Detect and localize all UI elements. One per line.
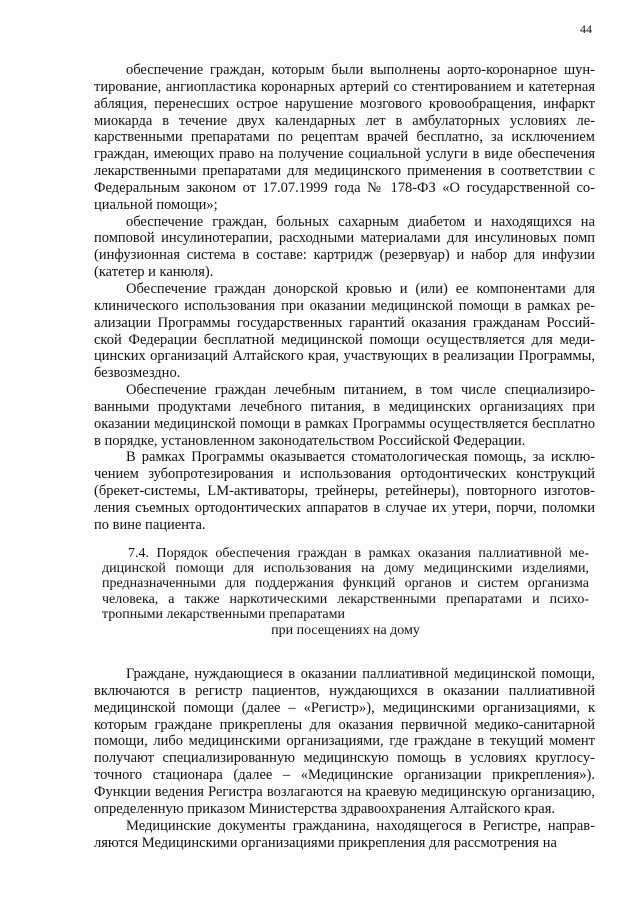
paragraph-cardiac-drugs: обеспечение граждан, которым были выполнены аорто-коронарное шунтирование, ангиопластика коронарных артерий со стентированием и катетерная абляция, перенесших острое нарушение мозгового кровообращения, инфаркт миокарда в течение двух календарных лет в амбулаторных условиях лекарственными препаратами по рецептам врачей бесплатно, за исключением граждан, имеющих право на получение социальной услуги в виде обеспечения лекарственными препаратами для медицинского применения в соответствии с Федеральным законом от 17.07.1999 года № 178-ФЗ «О государственной социальной помощи»; (94, 62, 595, 213)
paragraph-donor-blood: Обеспечение граждан донорской кровью и (или) ее компонентами для клинического использования при оказании медицинской помощи в рамках реализации Программы государственных гарантий оказания гражданам Российской Федерации бесплатной медицинской помощи осуществляется для медицинских организаций Алтайского края, участвующих в реализации Программы, безвозмездно. (94, 280, 595, 382)
paragraph-dental-care: В рамках Программы оказывается стоматологическая помощь, за исключением зубопротезирования и использования ортодонтических конструкций (брекет-системы, LM-активаторы, трейнеры, ретейнеры), повторного изготовления съемных ортодонтических аппаратов в случае их утери, порчи, поломки по вине пациента. (94, 449, 595, 533)
page-number: 44 (580, 22, 592, 36)
paragraph-medical-documents: Медицинские документы гражданина, находящегося в Регистре, направляются Медицинскими организациями прикрепления для рассмотрения на (94, 817, 595, 851)
paragraph-insulin-pump-supplies: обеспечение граждан, больных сахарным диабетом и находящихся на помповой инсулинотерапии, расходными материалами для инсулиновых помп (инфузионная система в составе: картридж (резервуар) и набор для инфузии (катетер и канюля). (94, 213, 595, 281)
page-content (94, 62, 595, 851)
paragraph-medical-nutrition: Обеспечение граждан лечебным питанием, в том числе специализированными продуктами лечебного питания, в медицинских организациях при оказании медицинской помощи в рамках Программы осуществляется бесплатно в порядке, установленном законодательством Российской Федерации. (94, 382, 595, 449)
paragraph-palliative-register: Граждане, нуждающиеся в оказании паллиативной медицинской помощи, включаются в регистр пациентов, нуждающихся в оказании паллиативной медицинской помощи (далее – «Регистр»), медицинскими организациями, к которым граждане прикреплены для оказания первичной медико-санитарной помощи, либо медицинскими организациями, где граждане в текущий момент получают специализированную медицинскую помощь в условиях круглосуточного стационара (далее – «Медицинские организации прикрепления»). Функции ведения Регистра возлагаются на краевую медицинскую организацию, определенную приказом Министерства здравоохранения Алтайского края. (94, 666, 595, 817)
heading-spacer (94, 638, 595, 666)
section-heading-7-4 (94, 546, 595, 638)
section-heading-text: 7.4. Порядок обеспечения граждан в рамках оказания паллиативной медицинской помощи для использования на дому медицинскими изделиями, предназначенными для поддержания функций органов и систем организма человека, а также наркотическими лекарственными препаратами и психотропными лекарственными препаратами (102, 545, 589, 623)
section-heading-last-line: при посещениях на дому (271, 622, 420, 638)
